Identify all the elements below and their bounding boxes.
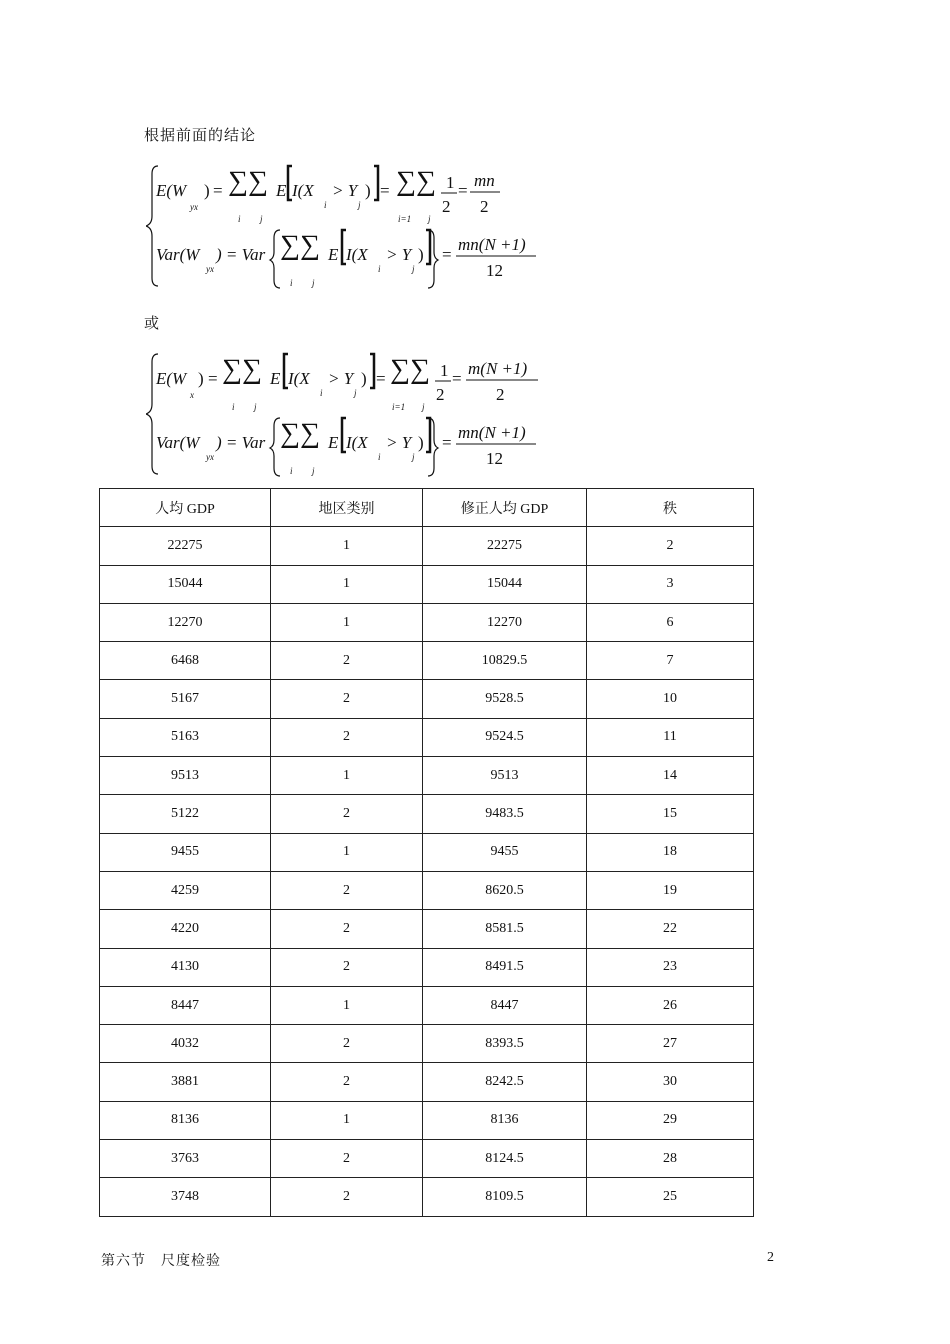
cell-gdp: 15044 bbox=[100, 565, 271, 603]
or-text: 或 bbox=[144, 316, 160, 332]
cell-rank: 3 bbox=[587, 565, 754, 603]
cell-gdp: 5122 bbox=[100, 795, 271, 833]
f1-l2-ind-close: ) bbox=[418, 245, 424, 264]
table-row bbox=[100, 910, 754, 948]
gdp-rank-table bbox=[99, 488, 754, 1217]
f2-l2-eq: = bbox=[442, 433, 452, 452]
table-row bbox=[100, 718, 754, 756]
table-row bbox=[100, 527, 754, 565]
cell-adjusted-gdp: 8491.5 bbox=[423, 948, 587, 986]
f1-l2-ind-i: i bbox=[378, 264, 381, 274]
cell-adjusted-gdp: 8242.5 bbox=[423, 1063, 587, 1101]
cell-gdp: 3763 bbox=[100, 1140, 271, 1178]
cell-adjusted-gdp: 8124.5 bbox=[423, 1140, 587, 1178]
cell-rank: 11 bbox=[587, 718, 754, 756]
cell-category: 1 bbox=[271, 986, 423, 1024]
cell-rank: 29 bbox=[587, 1101, 754, 1139]
cell-category: 2 bbox=[271, 871, 423, 909]
cell-category: 1 bbox=[271, 603, 423, 641]
f1-l2-body: E bbox=[328, 245, 339, 264]
f2-l2-sums-j: j bbox=[312, 466, 315, 476]
f2-l1-sums-a-j: j bbox=[254, 402, 257, 412]
cell-adjusted-gdp: 9483.5 bbox=[423, 795, 587, 833]
f1-l1-sums-a-i: i bbox=[238, 214, 241, 224]
cell-gdp: 6468 bbox=[100, 642, 271, 680]
f1-l1-eq-c: = bbox=[458, 181, 468, 200]
footer-page-number: 2 bbox=[767, 1250, 774, 1265]
f1-l2-lbrace bbox=[270, 230, 280, 288]
cell-adjusted-gdp: 9528.5 bbox=[423, 680, 587, 718]
table-row bbox=[100, 1101, 754, 1139]
f1-l2-sums-j: j bbox=[312, 278, 315, 288]
cell-gdp: 4220 bbox=[100, 910, 271, 948]
f2-l2-sums-i: i bbox=[290, 466, 293, 476]
f2-l1-lhs-sub: x bbox=[190, 390, 194, 400]
f2-l2-result-num: mn(N +1) bbox=[458, 423, 526, 442]
f1-l2-sums-i: i bbox=[290, 278, 293, 288]
cell-rank: 27 bbox=[587, 1025, 754, 1063]
cell-rank: 28 bbox=[587, 1140, 754, 1178]
f2-l1-half-den: 2 bbox=[436, 385, 445, 404]
cell-category: 1 bbox=[271, 527, 423, 565]
cell-rank: 26 bbox=[587, 986, 754, 1024]
cell-rank: 7 bbox=[587, 642, 754, 680]
cell-category: 1 bbox=[271, 833, 423, 871]
f2-l2-lhs-sub: yx bbox=[206, 452, 214, 462]
f2-l1-lhs: E(W bbox=[156, 369, 187, 388]
header-gdp-per-capita: 人均 GDP bbox=[100, 489, 271, 527]
cell-category: 1 bbox=[271, 565, 423, 603]
table-header-row bbox=[100, 489, 754, 527]
cell-adjusted-gdp: 8109.5 bbox=[423, 1178, 587, 1216]
f2-l1-sums-a: ∑∑ bbox=[222, 354, 262, 385]
f1-l1-sums-a: ∑∑ bbox=[228, 166, 268, 197]
cell-rank: 25 bbox=[587, 1178, 754, 1216]
f2-l1-sums-b-i: i=1 bbox=[392, 402, 406, 412]
f2-l1-lhs-close: ) bbox=[198, 369, 204, 388]
cell-gdp: 22275 bbox=[100, 527, 271, 565]
f1-l2-lhs: Var(W bbox=[156, 245, 200, 264]
f2-l2-result-den: 12 bbox=[486, 449, 503, 468]
f1-l1-eq-b: = bbox=[380, 181, 390, 200]
f1-l1-half-num: 1 bbox=[446, 173, 455, 192]
cell-rank: 14 bbox=[587, 757, 754, 795]
f2-l1-ind-i: i bbox=[320, 388, 323, 398]
table-row bbox=[100, 1140, 754, 1178]
f2-l2-ind-close: ) bbox=[418, 433, 424, 452]
f2-l1-ind: I(X bbox=[288, 369, 310, 388]
cell-adjusted-gdp: 9513 bbox=[423, 757, 587, 795]
f1-l1-sums-b-j: j bbox=[428, 214, 431, 224]
f2-l2-gt: > Y bbox=[386, 433, 412, 452]
table-row bbox=[100, 1178, 754, 1216]
f1-l1-lhs: E(W bbox=[156, 181, 187, 200]
cell-gdp: 4032 bbox=[100, 1025, 271, 1063]
f2-l1-ind-j: j bbox=[354, 388, 357, 398]
cell-rank: 22 bbox=[587, 910, 754, 948]
cell-rank: 30 bbox=[587, 1063, 754, 1101]
f1-l2-result-den: 12 bbox=[486, 261, 503, 280]
f1-l2-lhs-close: ) = Var bbox=[216, 245, 266, 264]
f1-l1-ind-i: i bbox=[324, 200, 327, 210]
cell-adjusted-gdp: 10829.5 bbox=[423, 642, 587, 680]
cell-category: 2 bbox=[271, 795, 423, 833]
cell-adjusted-gdp: 8393.5 bbox=[423, 1025, 587, 1063]
f2-l1-half-num: 1 bbox=[440, 361, 449, 380]
f1-l2-result-num: mn(N +1) bbox=[458, 235, 526, 254]
f1-l2-sums: ∑∑ bbox=[280, 230, 320, 261]
table-row bbox=[100, 948, 754, 986]
f1-l1-ind: I(X bbox=[292, 181, 314, 200]
table-row bbox=[100, 1063, 754, 1101]
f2-l1-eq-b: = bbox=[376, 369, 386, 388]
f1-l2-lhs-sub: yx bbox=[206, 264, 214, 274]
f1-l1-lhs-sub: yx bbox=[190, 202, 198, 212]
cell-gdp: 8447 bbox=[100, 986, 271, 1024]
table-row bbox=[100, 795, 754, 833]
f1-l1-rbracket bbox=[374, 166, 378, 200]
cell-category: 2 bbox=[271, 1178, 423, 1216]
f1-l2-gt: > Y bbox=[386, 245, 412, 264]
cell-gdp: 5167 bbox=[100, 680, 271, 718]
intro-text: 根据前面的结论 bbox=[144, 128, 257, 144]
f1-l1-result-den: 2 bbox=[480, 197, 489, 216]
f2-l1-result-den: 2 bbox=[496, 385, 505, 404]
cell-category: 1 bbox=[271, 757, 423, 795]
f2-l2-lbrace bbox=[270, 418, 280, 476]
cell-category: 2 bbox=[271, 910, 423, 948]
cell-rank: 15 bbox=[587, 795, 754, 833]
f2-l1-eq-a: = bbox=[208, 369, 218, 388]
formula-block-2 bbox=[146, 348, 566, 480]
cell-gdp: 3748 bbox=[100, 1178, 271, 1216]
formula-1-svg bbox=[146, 160, 566, 292]
f1-l2-rbracket bbox=[426, 230, 430, 264]
cell-category: 2 bbox=[271, 1063, 423, 1101]
f2-l2-lhs-close: ) = Var bbox=[216, 433, 266, 452]
f2-l2-ind-j: j bbox=[412, 452, 415, 462]
f2-l1-result-num: m(N +1) bbox=[468, 359, 528, 378]
f2-l1-sums-a-i: i bbox=[232, 402, 235, 412]
table-row bbox=[100, 565, 754, 603]
cell-gdp: 9513 bbox=[100, 757, 271, 795]
cell-gdp: 5163 bbox=[100, 718, 271, 756]
cell-category: 2 bbox=[271, 680, 423, 718]
table-row bbox=[100, 757, 754, 795]
f2-l2-ind: I(X bbox=[346, 433, 368, 452]
f2-l2-sums: ∑∑ bbox=[280, 418, 320, 449]
cell-adjusted-gdp: 8447 bbox=[423, 986, 587, 1024]
cell-rank: 19 bbox=[587, 871, 754, 909]
f2-l1-gt: > Y bbox=[328, 369, 354, 388]
formula-block-1 bbox=[146, 160, 566, 292]
header-region-category: 地区类别 bbox=[271, 489, 423, 527]
f2-l1-body: E bbox=[270, 369, 281, 388]
header-adjusted-gdp: 修正人均 GDP bbox=[423, 489, 587, 527]
f1-l1-lhs-close: ) bbox=[204, 181, 210, 200]
f2-l1-rbracket bbox=[370, 354, 374, 388]
cell-category: 1 bbox=[271, 1101, 423, 1139]
cell-gdp: 3881 bbox=[100, 1063, 271, 1101]
cell-adjusted-gdp: 9455 bbox=[423, 833, 587, 871]
cell-gdp: 4130 bbox=[100, 948, 271, 986]
cell-adjusted-gdp: 9524.5 bbox=[423, 718, 587, 756]
cell-gdp: 4259 bbox=[100, 871, 271, 909]
cell-rank: 18 bbox=[587, 833, 754, 871]
f1-l2-ind: I(X bbox=[346, 245, 368, 264]
cell-gdp: 9455 bbox=[100, 833, 271, 871]
f1-l1-result-num: mn bbox=[474, 171, 495, 190]
cell-category: 2 bbox=[271, 1025, 423, 1063]
cell-adjusted-gdp: 15044 bbox=[423, 565, 587, 603]
cell-category: 2 bbox=[271, 948, 423, 986]
table-row bbox=[100, 603, 754, 641]
cell-adjusted-gdp: 8581.5 bbox=[423, 910, 587, 948]
f1-l1-eq-a: = bbox=[213, 181, 223, 200]
f2-l1-sums-b-j: j bbox=[422, 402, 425, 412]
f1-l1-sums-a-j: j bbox=[260, 214, 263, 224]
cell-adjusted-gdp: 8620.5 bbox=[423, 871, 587, 909]
f1-l1-sums-b-i: i=1 bbox=[398, 214, 412, 224]
cell-rank: 6 bbox=[587, 603, 754, 641]
cell-gdp: 8136 bbox=[100, 1101, 271, 1139]
f1-l1-gt: > Y bbox=[332, 181, 358, 200]
cell-rank: 2 bbox=[587, 527, 754, 565]
f1-l1-sums-b: ∑∑ bbox=[396, 166, 436, 197]
f2-l2-ind-i: i bbox=[378, 452, 381, 462]
footer-section-title: 第六节 尺度检验 bbox=[101, 1254, 221, 1269]
cell-category: 2 bbox=[271, 642, 423, 680]
f1-l2-ind-j: j bbox=[412, 264, 415, 274]
cell-category: 2 bbox=[271, 1140, 423, 1178]
table-row bbox=[100, 871, 754, 909]
cell-category: 2 bbox=[271, 718, 423, 756]
f1-l1-ind-close: ) bbox=[365, 181, 371, 200]
cell-adjusted-gdp: 12270 bbox=[423, 603, 587, 641]
f2-l2-lhs: Var(W bbox=[156, 433, 200, 452]
f2-l1-ind-close: ) bbox=[361, 369, 367, 388]
cell-gdp: 12270 bbox=[100, 603, 271, 641]
f1-l1-body: E bbox=[276, 181, 287, 200]
table-row bbox=[100, 986, 754, 1024]
formula-2-svg bbox=[146, 348, 566, 480]
table-row bbox=[100, 1025, 754, 1063]
table-row bbox=[100, 833, 754, 871]
f2-l2-rbracket bbox=[426, 418, 430, 452]
cell-rank: 23 bbox=[587, 948, 754, 986]
cell-adjusted-gdp: 22275 bbox=[423, 527, 587, 565]
cell-adjusted-gdp: 8136 bbox=[423, 1101, 587, 1139]
f2-l1-sums-b: ∑∑ bbox=[390, 354, 430, 385]
cell-rank: 10 bbox=[587, 680, 754, 718]
table-row bbox=[100, 642, 754, 680]
f1-l1-ind-j: j bbox=[358, 200, 361, 210]
f2-l1-eq-c: = bbox=[452, 369, 462, 388]
f1-l1-half-den: 2 bbox=[442, 197, 451, 216]
table-row bbox=[100, 680, 754, 718]
header-rank: 秩 bbox=[587, 489, 754, 527]
f2-l2-body: E bbox=[328, 433, 339, 452]
f1-l2-eq: = bbox=[442, 245, 452, 264]
